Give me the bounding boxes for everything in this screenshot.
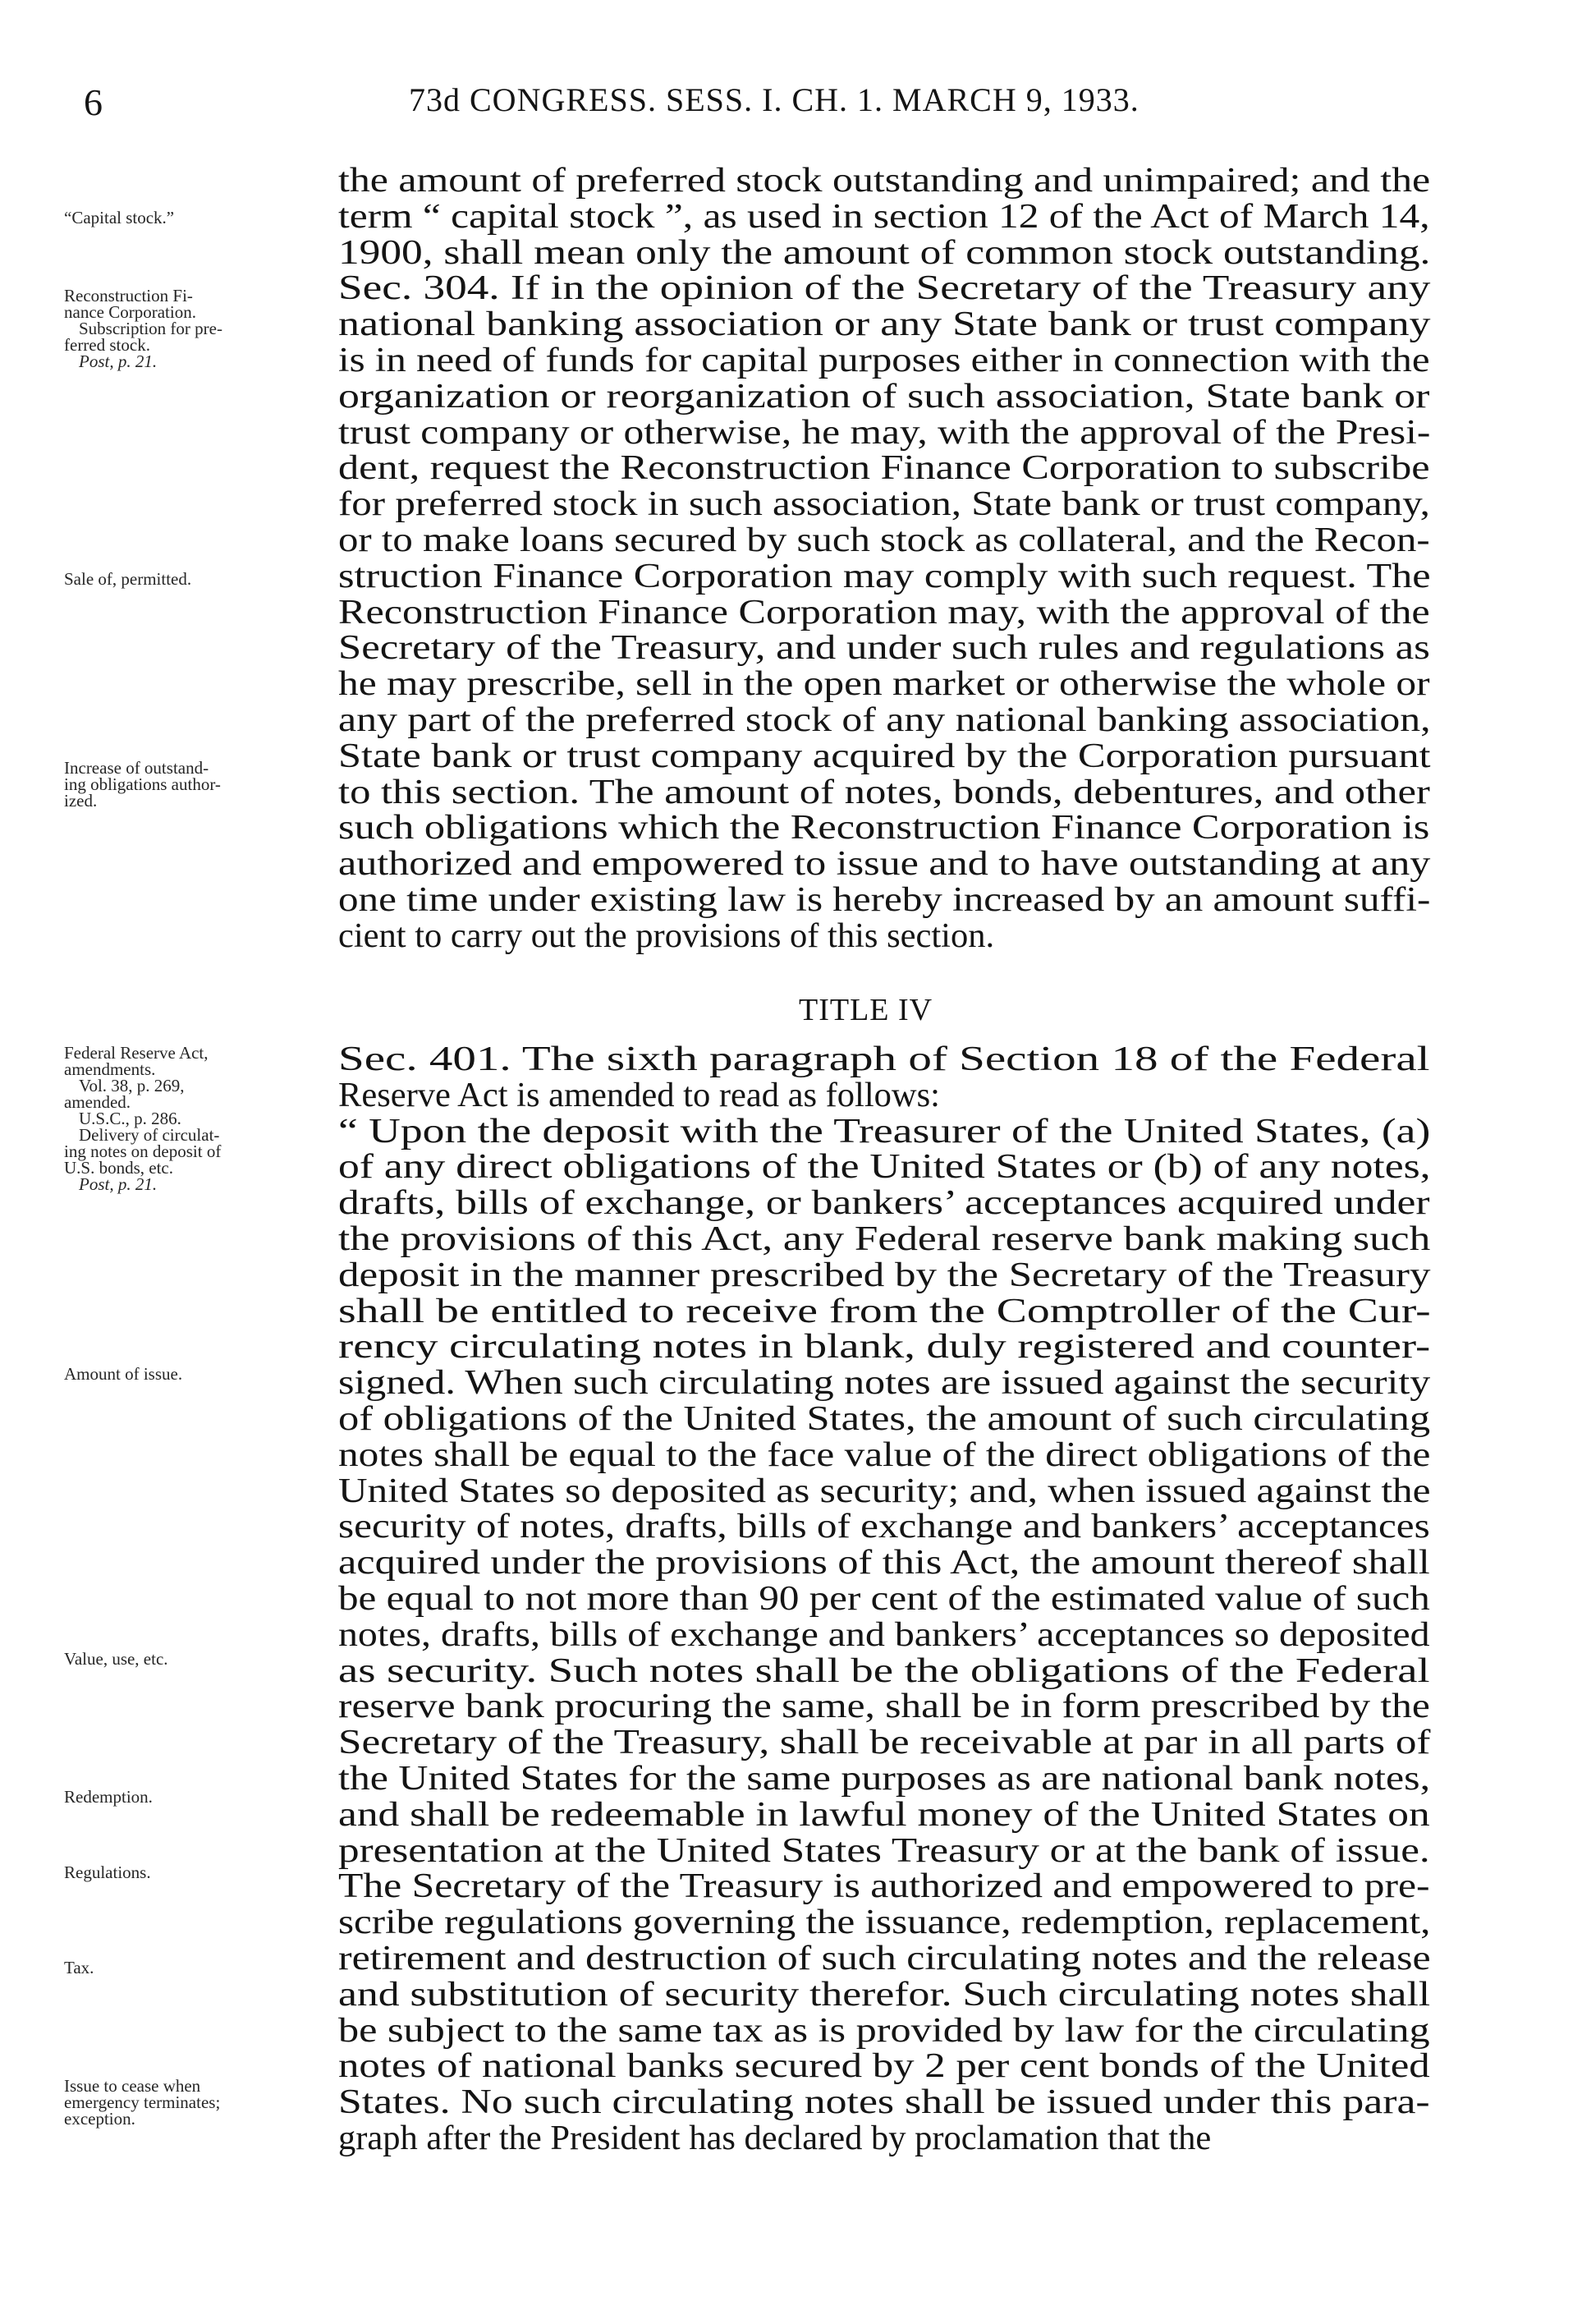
margin-note-line: amendments. [64, 1059, 156, 1079]
margin-note-line: Issue to cease when [64, 2076, 201, 2096]
body-line: and substitution of security therefor. Such circulating notes shall [338, 1974, 1431, 2014]
margin-note-line: Value, use, etc. [64, 1649, 168, 1669]
section-title: TITLE IV [799, 993, 933, 1027]
body-line: of any direct obligations of the United States or (b) of any notes, [338, 1147, 1431, 1187]
body-line: the provisions of this Act, any Federal reserve bank making such [338, 1219, 1431, 1258]
margin-note [64, 1366, 182, 1382]
body-line: notes of national banks secured by 2 per cent bonds of the United [338, 2046, 1430, 2086]
body-line: presentation at the United States Treasury or at the bank of issue. [338, 1830, 1430, 1870]
body-line: any part of the preferred stock of any national banking association, [338, 700, 1431, 739]
margin-note-line: Regulations. [64, 1862, 151, 1882]
margin-note [64, 2078, 220, 2127]
body-line: States. No such circulating notes shall be issued under this para- [338, 2083, 1430, 2122]
body-line: is in need of funds for capital purposes either in connection with the [338, 341, 1430, 379]
body-line: drafts, bills of exchange, or bankers’ acceptances acquired under [338, 1183, 1430, 1223]
margin-note [64, 571, 191, 587]
margin-note [64, 1045, 221, 1192]
body-line: retirement and destruction of such circulating notes and the release [338, 1939, 1431, 1977]
body-line: scribe regulations governing the issuance, redemption, replacement, [338, 1903, 1431, 1942]
body-line: organization or reorganization of such association, State bank or [338, 376, 1430, 416]
margin-note-line: Amount of issue. [64, 1364, 183, 1384]
margin-note [64, 287, 222, 370]
margin-note-line: Tax. [64, 1958, 94, 1977]
margin-note-line: exception. [64, 2109, 135, 2129]
margin-note-line: Increase of outstand- [64, 758, 209, 778]
margin-note [64, 1864, 151, 1881]
body-line: acquired under the provisions of this Act, the amount thereof shall [338, 1543, 1430, 1582]
body-line: notes shall be equal to the face value of the direct obligations of the [338, 1435, 1431, 1474]
body-line: State bank or trust company acquired by the Corporation pursuant [338, 736, 1431, 775]
body-line: as security. Such notes shall be the obligations of the Federal [338, 1651, 1430, 1690]
margin-note-line: ferred stock. [64, 335, 150, 355]
body-line: and shall be redeemable in lawful money of the United States on [338, 1794, 1430, 1834]
margin-note-line: amended. [64, 1092, 131, 1112]
body-line: The Secretary of the Treasury is authorized and empowered to pre- [338, 1867, 1430, 1906]
margin-note-line: ized. [64, 791, 98, 811]
body-line: Sec. 304. If in the opinion of the Secretary of the Treasury any [338, 269, 1431, 308]
body-line: security of notes, drafts, bills of exchange and bankers’ acceptances [338, 1507, 1430, 1546]
body-line: “ Upon the deposit with the Treasurer of the United States, (a) [338, 1111, 1431, 1151]
margin-note-line: Post, p. 21. [79, 1174, 158, 1194]
margin-note [64, 1959, 94, 1976]
body-line: signed. When such circulating notes are issued against the security [338, 1363, 1431, 1403]
body-line: Sec. 401. The sixth paragraph of Section 18 of the Federal [338, 1040, 1430, 1078]
body-line: term “ capital stock ”, as used in section 12 of the Act of March 14, [338, 196, 1430, 236]
body-line: of obligations of the United States, the amount of such circulating [338, 1399, 1431, 1438]
body-line: be subject to the same tax as is provided by law for the circulating [338, 2010, 1430, 2050]
body-line: or to make loans secured by such stock as collateral, and the Recon- [338, 521, 1430, 559]
margin-note [64, 209, 174, 226]
body-line: rency circulating notes in blank, duly registered and counter- [338, 1327, 1431, 1366]
body-line: the amount of preferred stock outstanding and unimpaired; and the [338, 161, 1431, 200]
body-line: United States so deposited as security; and, when issued against the [338, 1471, 1431, 1510]
body-line: 1900, shall mean only the amount of common stock outstanding. [338, 232, 1431, 272]
body-line: struction Finance Corporation may comply with such request. The [338, 556, 1431, 595]
body-line: Reconstruction Finance Corporation may, with the approval of the [338, 592, 1430, 632]
body-line: one time under existing law is hereby increased by an amount suffi- [338, 880, 1431, 919]
margin-note-line: Delivery of circulat- [79, 1125, 220, 1145]
body-line: authorized and empowered to issue and to have outstanding at any [338, 844, 1431, 884]
margin-note-line: nance Corporation. [64, 302, 196, 322]
body-line: deposit in the manner prescribed by the Secretary of the Treasury [338, 1255, 1431, 1294]
body-line: national banking association or any State bank or trust company [338, 305, 1431, 344]
body-line: the United States for the same purposes as are national bank notes, [338, 1759, 1431, 1798]
body-line: he may prescribe, sell in the open market or otherwise the whole or [338, 664, 1430, 704]
body-line: dent, request the Reconstruction Finance Corporation to subscribe [338, 448, 1430, 488]
body-line: for preferred stock in such association, State bank or trust company, [338, 485, 1430, 524]
running-header: 73d CONGRESS. SESS. I. CH. 1. MARCH 9, 1933. [409, 81, 1139, 118]
margin-note [64, 1789, 153, 1805]
margin-note-line: Vol. 38, p. 269, [79, 1076, 185, 1095]
margin-note-line: Sale of, permitted. [64, 569, 192, 589]
margin-note-line: emergency terminates; [64, 2092, 221, 2112]
page-number: 6 [84, 81, 103, 123]
margin-note-line: Subscription for pre- [79, 319, 222, 338]
margin-note-line: Reconstruction Fi- [64, 286, 193, 305]
body-line: Secretary of the Treasury, shall be receivable at par in all parts of [338, 1723, 1431, 1762]
body-line: reserve bank procuring the same, shall be in form prescribed by the [338, 1687, 1430, 1726]
body-line: such obligations which the Reconstruction Finance Corporation is [338, 808, 1430, 847]
margin-note [64, 1651, 168, 1667]
margin-note-line: Redemption. [64, 1787, 153, 1807]
body-line: trust company or otherwise, he may, with the approval of the Presi- [338, 412, 1431, 452]
margin-note-line: U.S.C., p. 286. [79, 1109, 181, 1128]
margin-note-line: Federal Reserve Act, [64, 1043, 209, 1063]
body-line: Reserve Act is amended to read as follows: [338, 1075, 940, 1114]
body-line: Secretary of the Treasury, and under such rules and regulations as [338, 628, 1430, 668]
margin-note-line: ing obligations author- [64, 774, 221, 794]
margin-note-line: “Capital stock.” [64, 208, 175, 227]
body-line: to this section. The amount of notes, bonds, debentures, and other [338, 772, 1430, 811]
body-line: graph after the President has declared by proclamation that the [338, 2119, 1212, 2157]
body-line: be equal to not more than 90 per cent of the estimated value of such [338, 1579, 1430, 1618]
margin-note [64, 760, 221, 809]
body-line: cient to carry out the provisions of this section. [338, 916, 995, 955]
body-line: notes, drafts, bills of exchange and bankers’ acceptances so deposited [338, 1614, 1430, 1654]
margin-note-line: Post, p. 21. [79, 351, 158, 371]
margin-note-line: U.S. bonds, etc. [64, 1158, 173, 1178]
margin-note-line: ing notes on deposit of [64, 1141, 222, 1161]
body-line: shall be entitled to receive from the Comptroller of the Cur- [338, 1291, 1431, 1330]
